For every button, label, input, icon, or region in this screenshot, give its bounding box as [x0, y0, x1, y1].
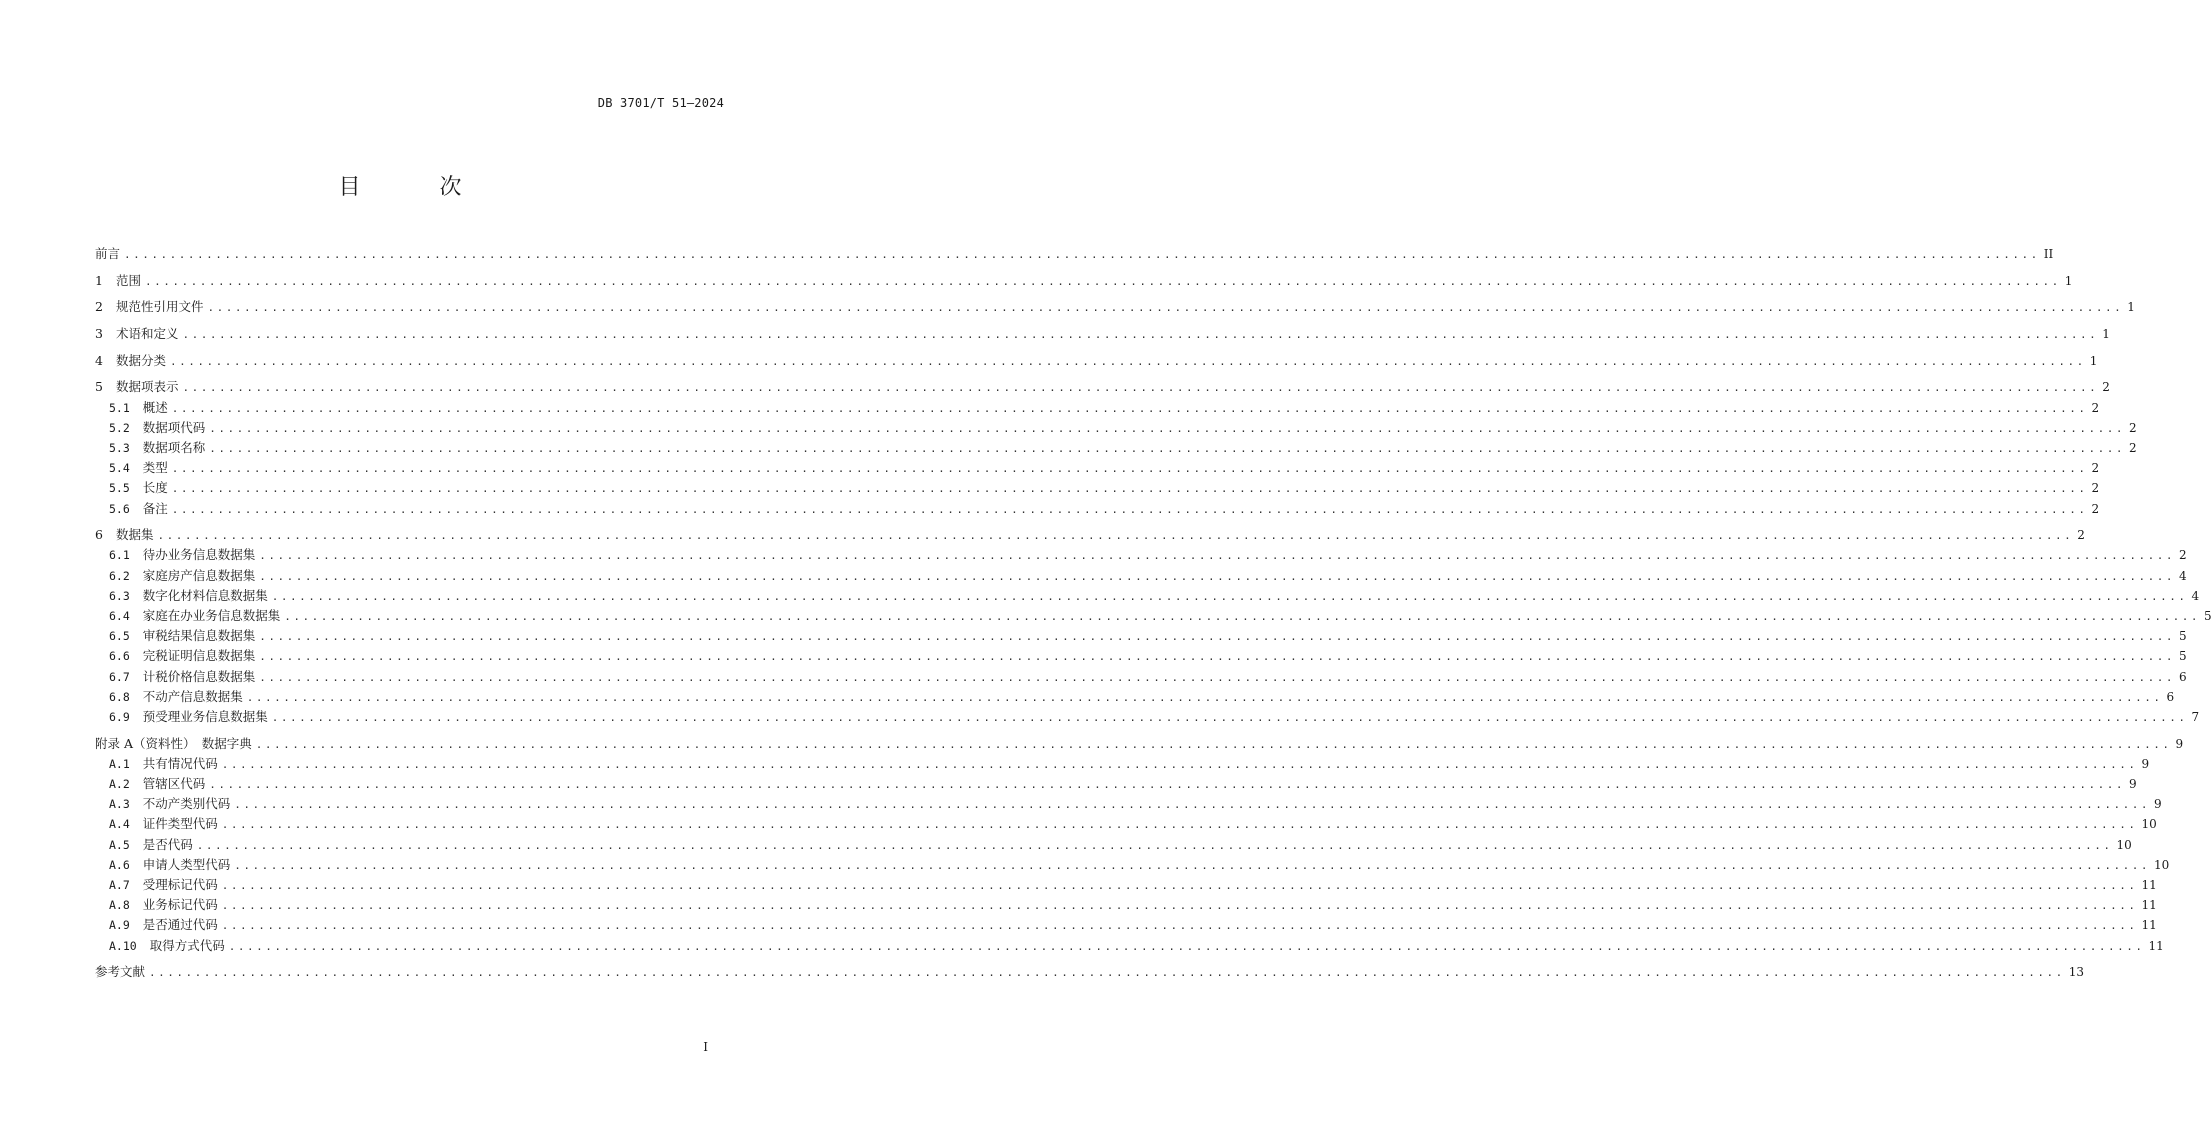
toc-entry[interactable]	[95, 324, 2110, 344]
dot-leader: ..................................................................................................................................................................................................................	[221, 757, 2138, 771]
toc-entry-page: II	[2043, 247, 2054, 261]
toc-entry[interactable]	[95, 566, 2187, 586]
toc-entry-number: A.6	[109, 857, 130, 872]
dot-leader: ..................................................................................................................................................................................................................	[182, 328, 2099, 342]
toc-entry-label: 是否通过代码	[142, 917, 218, 933]
dot-leader: ..................................................................................................................................................................................................................	[259, 670, 2176, 684]
toc-entry[interactable]	[95, 458, 2100, 478]
dot-leader: ..................................................................................................................................................................................................................	[171, 482, 2088, 496]
toc-entry[interactable]	[95, 525, 2085, 545]
page-title: 目 次	[338, 175, 498, 200]
toc-entry-page: 9	[2175, 736, 2184, 751]
toc-entry-label: 不动产信息数据集	[142, 688, 243, 704]
dot-leader: ..................................................................................................................................................................................................................	[169, 354, 2086, 368]
toc-entry-page: 10	[2116, 837, 2132, 852]
toc-entry-number: A.4	[109, 817, 130, 832]
toc-entry[interactable]	[95, 667, 2187, 687]
toc-entry-page: 2	[2102, 380, 2110, 395]
toc-entry-page: 5	[2179, 649, 2187, 664]
toc-entry-page: 1	[2089, 353, 2098, 368]
dot-leader: ..................................................................................................................................................................................................................	[259, 650, 2176, 664]
dot-leader: ..................................................................................................................................................................................................................	[234, 858, 2151, 872]
toc-entry-number: 3	[95, 326, 103, 342]
toc-entry-label: 数字化材料信息数据集	[142, 587, 268, 603]
toc-entry-number: 5	[95, 379, 103, 395]
toc-entry-label: 前言	[95, 246, 121, 261]
toc-entry[interactable]	[95, 936, 2164, 956]
toc-entry-page: 7	[2191, 709, 2200, 724]
dot-leader: ..................................................................................................................................................................................................................	[284, 610, 2201, 623]
toc-entry[interactable]	[95, 398, 2100, 418]
toc-entry-number: A.10	[109, 938, 137, 953]
dot-leader: ..................................................................................................................................................................................................................	[234, 798, 2151, 812]
toc-entry-page: 2	[2091, 400, 2100, 415]
dot-leader: ..................................................................................................................................................................................................................	[209, 421, 2126, 435]
toc-entry-page: 2	[2091, 481, 2100, 496]
toc-entry-page: 5	[2204, 609, 2212, 623]
toc-entry[interactable]	[95, 297, 2135, 317]
toc-entry-number: 1	[95, 272, 103, 288]
toc-entry[interactable]	[95, 794, 2162, 814]
toc-entry[interactable]	[95, 418, 2137, 438]
toc-entry[interactable]	[95, 687, 2175, 707]
toc-entry-label: 备注	[142, 500, 168, 516]
toc-entry-page: 2	[2091, 501, 2100, 516]
toc-entry-number: 6.9	[109, 709, 130, 724]
toc-entry[interactable]	[95, 438, 2137, 458]
toc-entry-number: A.2	[109, 777, 130, 791]
toc-entry-label: 业务标记代码	[142, 897, 218, 913]
toc-entry-number: 5.6	[109, 501, 130, 516]
toc-entry-page: 2	[2129, 441, 2137, 455]
toc-entry-page: 10	[2154, 857, 2170, 872]
toc-entry[interactable]	[95, 626, 2187, 646]
toc-entry-label: 共有情况代码	[142, 755, 218, 771]
toc-entry[interactable]	[95, 244, 2054, 264]
toc-entry-page: 10	[2141, 817, 2157, 832]
page-number: I	[703, 1040, 708, 1054]
toc-entry[interactable]	[95, 875, 2157, 895]
toc-entry[interactable]	[95, 377, 2110, 397]
dot-leader: ..................................................................................................................................................................................................................	[207, 301, 2124, 315]
dot-leader: ..................................................................................................................................................................................................................	[259, 630, 2176, 644]
toc-entry-label: 术语和定义	[115, 326, 179, 342]
toc-entry-label: 待办业务信息数据集	[142, 547, 256, 563]
toc-entry-page: 1	[2064, 273, 2073, 288]
toc-entry-page: 6	[2179, 669, 2187, 684]
dot-leader: ..................................................................................................................................................................................................................	[271, 710, 2188, 724]
dot-leader: ..................................................................................................................................................................................................................	[246, 690, 2163, 704]
toc-entry[interactable]	[95, 855, 2170, 875]
toc-entry-page: 9	[2129, 777, 2137, 791]
toc-entry[interactable]	[95, 707, 2200, 727]
toc-entry-page: 2	[2091, 461, 2100, 476]
toc-entry[interactable]	[95, 478, 2100, 498]
toc-entry[interactable]	[95, 814, 2157, 834]
dot-leader: ..................................................................................................................................................................................................................	[221, 919, 2138, 933]
toc-entry[interactable]	[95, 915, 2157, 935]
toc-entry-page: 13	[2068, 965, 2085, 980]
toc-entry-page: 1	[2102, 327, 2110, 342]
toc-entry-label: 审税结果信息数据集	[142, 628, 256, 644]
toc-entry[interactable]	[95, 646, 2187, 666]
toc-entry-label: 附录 A（资料性） 数据字典	[95, 735, 252, 751]
toc-entry[interactable]	[95, 895, 2157, 915]
toc-entry-page: 11	[2141, 918, 2157, 933]
toc-entry-number: A.3	[109, 797, 130, 812]
toc-entry-page: 9	[2154, 797, 2162, 812]
toc-entry-page: 2	[2077, 528, 2085, 543]
toc-entry-number: 6.4	[109, 609, 130, 623]
toc-entry[interactable]	[95, 351, 2098, 371]
toc-entry-number: 6.5	[109, 629, 130, 644]
dot-leader: ..................................................................................................................................................................................................................	[221, 818, 2138, 832]
toc-entry-number: 6	[95, 527, 103, 543]
toc-entry-number: 5.1	[109, 400, 130, 415]
toc-entry[interactable]	[95, 586, 2200, 606]
toc-entry-label: 管辖区代码	[142, 776, 206, 791]
toc-entry-number: 5.2	[109, 420, 130, 435]
dot-leader: ..................................................................................................................................................................................................................	[221, 878, 2138, 892]
toc-entry-number: 5.4	[109, 461, 130, 476]
toc-entry-label: 申请人类型代码	[142, 856, 231, 872]
toc-entry-page: 2	[2179, 548, 2187, 563]
dot-leader: ..................................................................................................................................................................................................................	[271, 589, 2188, 603]
toc-entry-number: 6.8	[109, 689, 130, 704]
toc-entry-number: A.9	[109, 918, 130, 933]
toc-entry-label: 不动产类别代码	[142, 796, 231, 812]
toc-entry-label: 完税证明信息数据集	[142, 648, 256, 664]
toc-entry-page: 6	[2166, 689, 2175, 704]
toc-entry-number: 6.3	[109, 588, 130, 603]
dot-leader: ..................................................................................................................................................................................................................	[124, 248, 2040, 261]
toc-entry-number: 6.7	[109, 669, 130, 684]
toc-entry-label: 家庭房产信息数据集	[142, 567, 256, 583]
toc-entry-number: 6.1	[109, 548, 130, 563]
toc-entry-page: 11	[2148, 938, 2164, 953]
toc-entry-label: 取得方式代码	[149, 937, 225, 953]
dot-leader: ..................................................................................................................................................................................................................	[144, 274, 2061, 288]
dot-leader: ..................................................................................................................................................................................................................	[221, 899, 2138, 913]
toc-entry-label: 数据项名称	[142, 440, 206, 455]
toc-entry-label: 受理标记代码	[142, 876, 218, 892]
toc-entry-label: 规范性引用文件	[115, 299, 204, 315]
toc-entry-page: 5	[2179, 629, 2187, 644]
document-code: DB 3701/T 51—2024	[597, 96, 724, 110]
dot-leader: ..................................................................................................................................................................................................................	[171, 462, 2088, 476]
toc-entry[interactable]	[95, 606, 2212, 626]
toc-entry-label: 证件类型代码	[142, 816, 218, 832]
dot-leader: ..................................................................................................................................................................................................................	[157, 529, 2074, 543]
toc-entry-page: 4	[2191, 588, 2200, 603]
toc-entry-label: 是否代码	[142, 836, 193, 852]
toc-entry-number: A.1	[109, 756, 130, 771]
toc-entry[interactable]	[95, 499, 2100, 519]
toc-entry-page: 11	[2141, 877, 2157, 892]
toc-entry-label: 参考文献	[95, 964, 146, 980]
toc-entry-label: 数据项代码	[142, 419, 206, 435]
toc-entry-label: 概述	[142, 399, 168, 415]
dot-leader: ..................................................................................................................................................................................................................	[171, 502, 2088, 516]
toc-entry-label: 长度	[142, 480, 168, 496]
toc-entry[interactable]	[95, 835, 2132, 855]
toc-entry-page: 9	[2141, 756, 2150, 771]
dot-leader: ..................................................................................................................................................................................................................	[209, 442, 2126, 455]
toc-entry[interactable]	[95, 545, 2187, 565]
toc-entry-label: 计税价格信息数据集	[142, 668, 256, 684]
table-of-contents	[95, 244, 2212, 982]
toc-entry-page: 4	[2179, 568, 2187, 583]
toc-entry-label: 数据分类	[115, 352, 166, 368]
dot-leader: ..................................................................................................................................................................................................................	[182, 381, 2099, 395]
toc-entry-number: 5.3	[109, 441, 130, 455]
dot-leader: ..................................................................................................................................................................................................................	[209, 778, 2126, 791]
toc-entry-label: 数据项表示	[115, 379, 179, 395]
toc-entry[interactable]	[95, 754, 2150, 774]
dot-leader: ..................................................................................................................................................................................................................	[255, 737, 2172, 751]
toc-entry-number: 6.2	[109, 568, 130, 583]
toc-entry[interactable]	[95, 774, 2137, 794]
toc-entry-number: A.7	[109, 877, 130, 892]
toc-entry-page: 2	[2129, 420, 2137, 435]
toc-entry[interactable]	[95, 962, 2085, 982]
toc-entry-page: 1	[2127, 300, 2135, 315]
dot-leader: ..................................................................................................................................................................................................................	[196, 838, 2113, 852]
toc-entry-number: A.8	[109, 898, 130, 913]
dot-leader: ..................................................................................................................................................................................................................	[149, 966, 2065, 980]
toc-entry-number: 6.6	[109, 649, 130, 664]
toc-entry-number: 2	[95, 299, 103, 315]
dot-leader: ..................................................................................................................................................................................................................	[228, 939, 2145, 953]
toc-entry-label: 预受理业务信息数据集	[142, 708, 268, 724]
toc-entry-page: 11	[2141, 898, 2157, 913]
toc-entry[interactable]	[95, 271, 2073, 291]
toc-entry-label: 家庭在办业务信息数据集	[142, 608, 281, 623]
toc-entry-label: 数据集	[115, 527, 154, 543]
toc-entry-label: 类型	[142, 460, 168, 476]
toc-entry[interactable]	[95, 734, 2184, 754]
toc-entry-label: 范围	[115, 272, 141, 288]
toc-entry-number: 4	[95, 352, 103, 368]
toc-entry-number: 5.5	[109, 481, 130, 496]
dot-leader: ..................................................................................................................................................................................................................	[259, 569, 2176, 583]
dot-leader: ..................................................................................................................................................................................................................	[259, 549, 2176, 563]
toc-entry-number: A.5	[109, 837, 130, 852]
dot-leader: ..................................................................................................................................................................................................................	[171, 401, 2088, 415]
